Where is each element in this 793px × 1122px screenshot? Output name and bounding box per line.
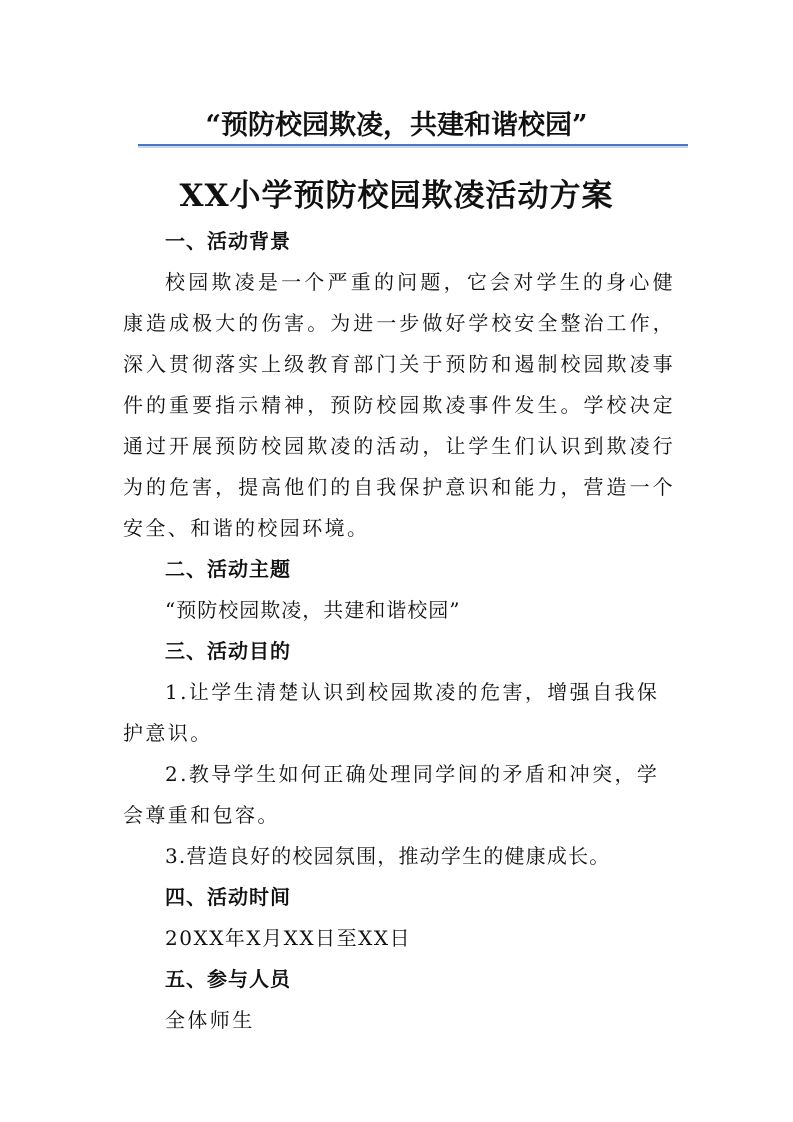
title-divider <box>138 144 688 148</box>
section-heading-theme: 二、活动主题 <box>165 557 291 581</box>
theme-paragraph: “预防校园欺凌，共建和谐校园” <box>165 598 461 622</box>
participants-paragraph: 全体师生 <box>165 1008 255 1032</box>
objective-item-3: 3.营造良好的校园氛围，推动学生的健康成长。 <box>165 844 611 868</box>
section-heading-time: 四、活动时间 <box>165 885 291 909</box>
objective-item-1: 1.让学生清楚认识到校园欺凌的危害，增强自我保护意识。 <box>123 680 660 745</box>
section-heading-background: 一、活动背景 <box>165 229 291 253</box>
slogan-title: “预防校园欺凌，共建和谐校园” <box>205 110 588 141</box>
objective-item-2: 2.教导学生如何正确处理同学间的矛盾和冲突，学会尊重和包容。 <box>123 762 660 827</box>
document-title: XX小学预防校园欺凌活动方案 <box>179 178 614 214</box>
section-heading-objectives: 三、活动目的 <box>165 639 291 663</box>
background-paragraph: 校园欺凌是一个严重的问题，它会对学生的身心健康造成极大的伤害。为进一步做好学校安全整治工作，深入贯彻落实上级教育部门关于预防和遏制校园欺凌事件的重要指示精神，预防校园欺凌事件发生。学校决定通过开展预防校园欺凌的活动，让学生们认识到欺凌行为的危害，提高他们的自我保护意识和能力，营造一个安全、和谐的校园环境。 <box>123 270 675 540</box>
document-body <box>123 221 675 1041</box>
time-paragraph: 20XX年X月XX日至XX日 <box>165 926 412 950</box>
section-heading-participants: 五、参与人员 <box>165 967 291 991</box>
